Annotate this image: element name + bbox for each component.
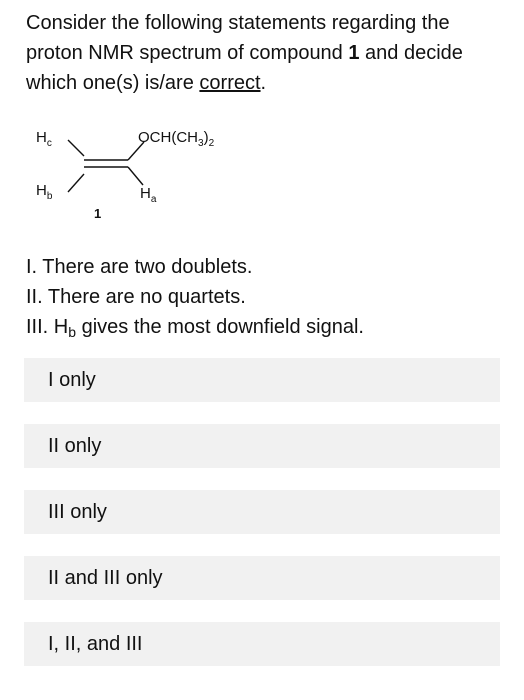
choice-i-ii-and-iii[interactable]: I, II, and III [24,622,500,666]
hb-label: $H_b$ [36,182,53,202]
compound-label: 1 [94,206,102,221]
choice-iii-only[interactable]: III only [24,490,500,534]
question-text-before: Consider the following statements regarding the proton NMR spectrum of compound [26,12,450,64]
choice-i-only[interactable]: I only [24,358,500,402]
question-text-middle: and decide which one(s) is/are [26,42,463,94]
ha-label: $H_a$ [140,185,157,205]
choice-ii-only[interactable]: II only [24,424,500,468]
question-text-after: . [260,72,267,94]
compound-number: 1 [348,42,360,64]
compound-structure [26,120,256,230]
bond-hc [68,140,84,156]
bond-hb [68,174,84,192]
hc-label: $H_c$ [36,129,52,149]
statement-1: I. There are two doublets. [26,256,253,278]
statement-2: II. There are no quartets. [26,286,246,308]
question-emphasis: correct [199,72,261,94]
question-text [26,8,506,98]
choice-ii-and-iii-only[interactable]: II and III only [24,556,500,600]
statement-3: III. $H_b$ gives the most downfield signal. [26,316,364,340]
bond-ha [128,167,143,185]
substituent-label: $OCH(CH_3)_2$ [138,129,215,149]
statements-list [26,252,364,342]
